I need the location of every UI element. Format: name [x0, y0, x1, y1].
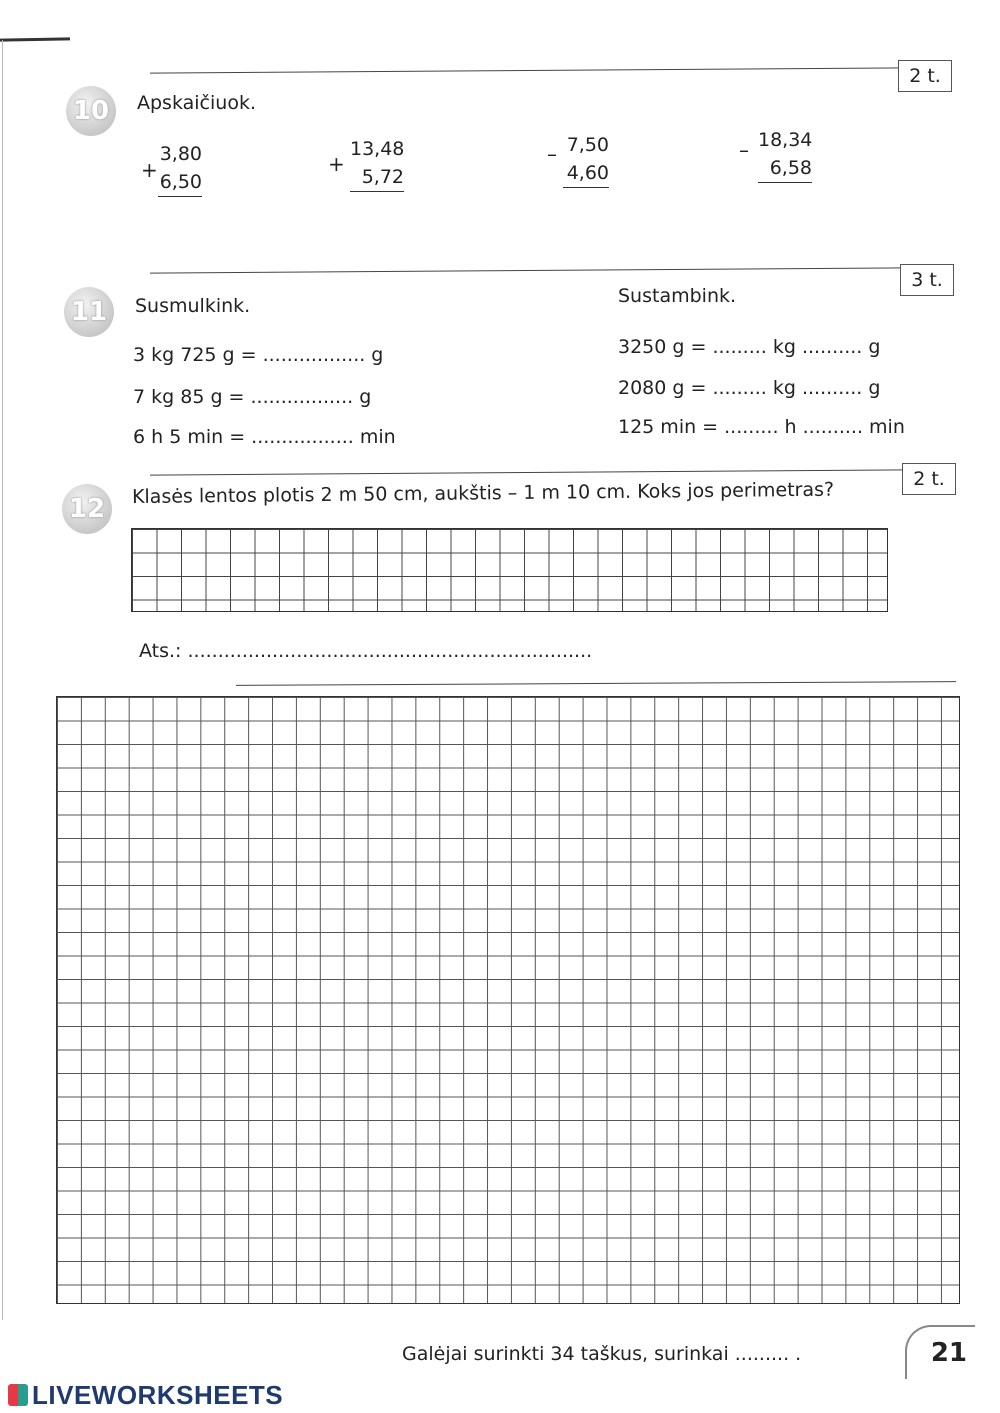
problem1-column: [158, 140, 202, 197]
convert-right-item-1: 3250 g = ......... kg .......... g: [618, 336, 881, 358]
convert-right-item-2: 2080 g = ......... kg .......... g: [618, 377, 881, 399]
problem4-bottom: 6,58: [758, 154, 812, 183]
task10-number-badge: 10: [66, 86, 116, 136]
watermark-logo: [8, 1380, 283, 1411]
convert-left-item-2: 7 kg 85 g = ................. g: [133, 386, 372, 408]
problem4-operator: –: [739, 138, 749, 162]
page-number: 21: [905, 1325, 975, 1379]
work-area-grid[interactable]: [56, 696, 960, 1304]
task12-question: Klasės lentos plotis 2 m 50 cm, aukštis – 1 m 10 cm. Koks jos perimetras?: [131, 478, 835, 508]
task12-rule: [150, 469, 902, 475]
task12-points-box: 2 t.: [902, 463, 956, 495]
watermark-text: LIVEWORKSHEETS: [32, 1380, 284, 1410]
task10-instruction: Apskaičiuok.: [137, 92, 256, 114]
convert-left-item-3: 6 h 5 min = ................. min: [133, 426, 396, 448]
task11-points-box: 3 t.: [900, 264, 954, 296]
score-footer: Galėjai surinkti 34 taškus, surinkai ......... .: [402, 1343, 802, 1365]
convert-right-item-3: 125 min = ......... h .......... min: [618, 416, 905, 438]
problem3-top: 7,50: [566, 134, 609, 156]
task11-left-instruction: Susmulkink.: [135, 295, 251, 317]
task11-number-badge: 11: [64, 287, 114, 337]
watermark-icon: [8, 1384, 28, 1406]
problem2-top: 13,48: [350, 138, 405, 160]
problem4-column: [758, 126, 812, 183]
problem4-top: 18,34: [758, 129, 813, 151]
problem2-operator: +: [328, 152, 345, 176]
task10-rule: [150, 67, 902, 73]
task11-right-instruction: Sustambink.: [618, 285, 737, 307]
convert-left-item-1: 3 kg 725 g = ................. g: [133, 344, 384, 366]
task11-rule: [150, 267, 902, 273]
problem2-bottom: 5,72: [350, 163, 404, 192]
corner-mark: [0, 37, 70, 41]
task10-points-box: 2 t.: [898, 60, 952, 92]
task12-number-badge: 12: [62, 484, 112, 534]
task12-answer-grid[interactable]: [131, 528, 888, 612]
problem3-bottom: 4,60: [563, 159, 609, 188]
problem3-column: [563, 131, 609, 188]
problem1-top: 3,80: [159, 143, 202, 165]
problem1-bottom: 6,50: [158, 168, 202, 197]
work-area-rule: [236, 681, 956, 686]
problem2-column: [350, 135, 404, 192]
problem1-operator: +: [141, 158, 158, 182]
problem3-operator: –: [547, 142, 557, 166]
left-margin-line: [2, 40, 3, 1320]
task12-answer-line[interactable]: Ats.: ...................................................................: [139, 640, 593, 662]
